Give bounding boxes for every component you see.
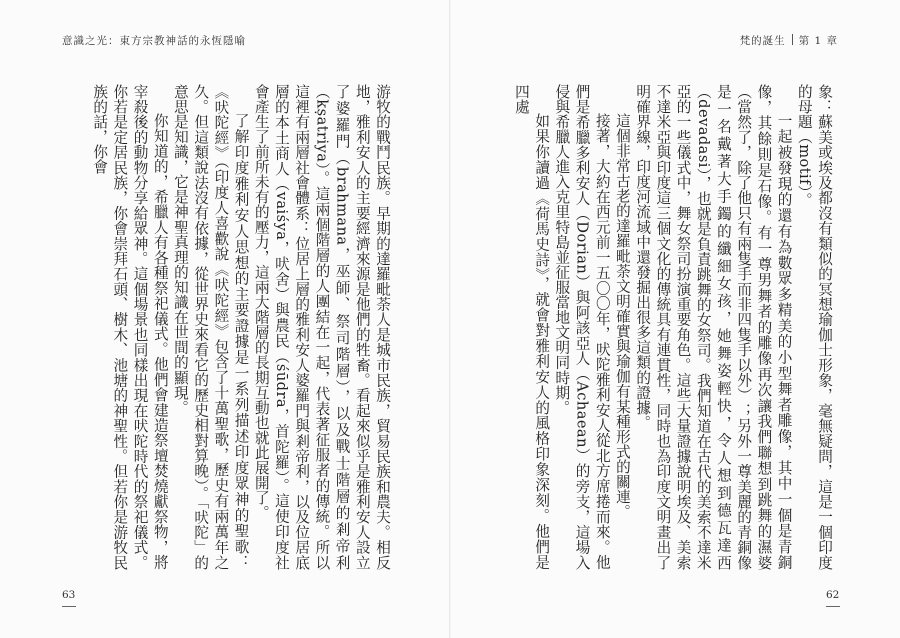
left-page-number-text: 63	[62, 589, 76, 601]
book-gutter	[449, 0, 451, 638]
header-separator	[792, 34, 793, 45]
right-page-number	[826, 589, 840, 607]
right-paragraph-1: 象：蘇美或埃及都沒有類似的冥想瑜伽士形象，毫無疑問，這是一個印度的母題（motif）。	[795, 84, 833, 570]
right-paragraph-3: 這個非常古老的達羅毗荼文明確實與瑜伽有某種形式的關連。	[613, 113, 631, 520]
left-paragraph-1: 游牧的戰鬥民族。早期的達羅毗荼人是城市民族，貿易民族和農夫。相反地，雅利安人的主要經濟來源是他們的牲畜。看起來似乎是雅利安人設立了婆羅門（brahmana，巫師、祭司階層），以及戰士階層的剎帝利（kṣatriya）。這兩個階層的人團結在一起，代表著征服者的傳統。所以這裡有兩層社會體系：位居上層的雅利安人婆羅門與剎帝利，以及位居底層的本土商人（vaiśya，吠舍）與農民（śūdra，首陀羅）。這使印度社會產生了前所未有的壓力，這兩大階層的長期互動也就此展開了。	[252, 84, 391, 570]
right-page-number-rule	[826, 606, 840, 607]
left-page-number	[62, 589, 76, 607]
left-page-running-header: 意識之光：東方宗教神話的永恆隱喻	[62, 35, 246, 47]
left-page-body	[62, 84, 392, 570]
left-paragraph-3: 你知道的，希臘人有各種祭祀儀式。他們會建造祭壇焚燒獻祭物，將宰殺後的動物分享給眾神。這個場景也同樣出現在吠陀時代的祭祀儀式。你若是定居民族，你會崇拜石頭、樹木、池塘的神聖性。但若你是游牧民族的話，你會	[91, 84, 169, 570]
chapter-number: 第 1 章	[798, 35, 838, 47]
left-paragraph-2: 了解印度雅利安人思想的主要證據是一系列描述印度眾神的聖歌：《吠陀經》（印度人喜歡說《吠陀經》包含了十萬聖歌，歷史有兩萬年之久。但這類說法沒有依據，從世界史來看它的歷史相對算晚）。「吠陀」的意思是知識，它是神聖真理的知識在世間的顯現。	[171, 84, 250, 570]
right-page-body	[512, 84, 834, 570]
left-page-number-rule	[62, 606, 76, 607]
right-page-running-header	[740, 33, 838, 48]
right-page-number-text: 62	[826, 589, 840, 601]
chapter-title: 梵的誕生	[739, 35, 786, 47]
right-paragraph-4: 接著，大約在西元前一五〇〇年，吠陀雅利安人從北方席捲而來。他們是希臘多利安人（Dorian）與阿該亞人（Achaean）的旁支，這場入侵與希臘人進入克里特島並征服當地文明同時期。	[553, 84, 611, 570]
right-paragraph-5: 如果你讀過《荷馬史詩》，就會對雅利安人的風格印象深刻。他們是四處	[512, 84, 551, 570]
right-paragraph-2: 一起被發現的還有為數眾多精美的小型舞者雕像，其中一個是青銅像，其餘則是石像。有一尊男舞者的雕像再次讓我們聯想到跳舞的濕婆（當然了，除了他只有兩隻手而非四隻手以外）；另外一尊美麗的青銅像是一名戴著大手鐲的纖細女孩，她舞姿輕快，令人想到德瓦達西（devadasi），也就是負責跳舞的女祭司。我們知道在古代的美索不達米亞的一些儀式中，舞女祭司扮演重要角色。這些大量證據說明埃及、美索不達米亞與印度這三個文化的傳統具有連貫性，同時也為印度文明畫出了明確界線，印度河流域中還發掘出很多這類的證據。	[634, 84, 793, 570]
